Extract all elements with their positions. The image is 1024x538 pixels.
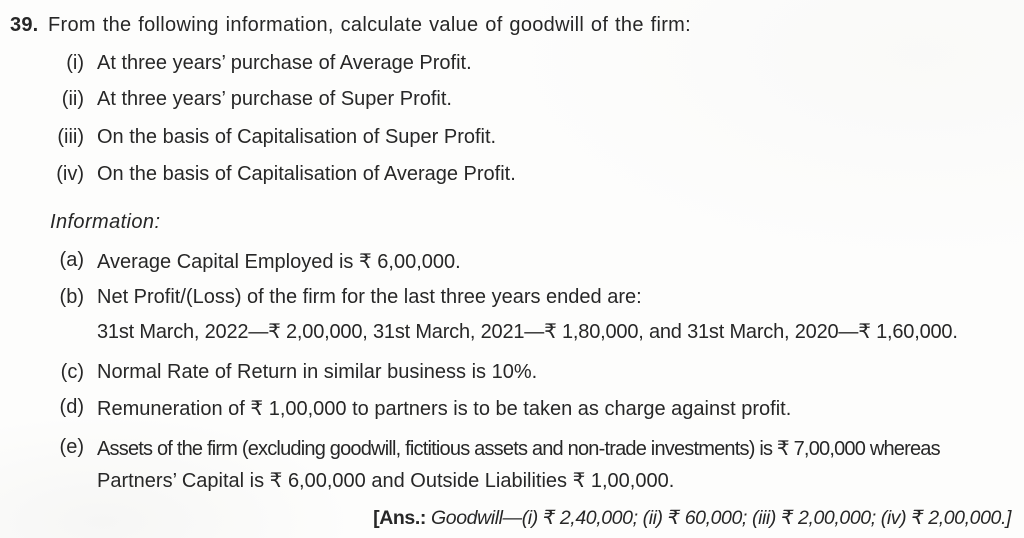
- info-item: [0, 396, 1024, 423]
- question-line: [0, 14, 1024, 41]
- question-number: 39.: [10, 14, 39, 36]
- info-item-marker: (e): [59, 436, 84, 458]
- info-item-marker: (a): [59, 249, 84, 271]
- method-label: On the basis of Capitalisation of Super Profit.: [97, 126, 497, 148]
- method-label: On the basis of Capitalisation of Average Profit.: [97, 163, 516, 185]
- answer-prefix: [Ans.:: [373, 507, 426, 529]
- answer-line: [0, 506, 1011, 530]
- method-item: [0, 52, 1024, 79]
- method-item: [0, 126, 1024, 153]
- info-item-text: Average Capital Employed is ₹ 6,00,000.: [97, 251, 461, 273]
- info-item-text: Partners’ Capital is ₹ 6,00,000 and Outside Liabilities ₹ 1,00,000.: [97, 470, 675, 492]
- info-item-marker: (d): [59, 396, 84, 418]
- info-item-continuation: [0, 319, 1024, 346]
- info-item-marker: (c): [60, 361, 84, 383]
- info-item: [0, 249, 1024, 276]
- information-heading: Information:: [50, 211, 161, 233]
- info-item-text: Normal Rate of Return in similar business is 10%.: [97, 361, 538, 383]
- method-item: [0, 163, 1024, 190]
- info-item-text: Assets of the firm (excluding goodwill, fictitious assets and non-trade investments) is ₹ 7,00,000 whereas: [97, 438, 940, 460]
- info-item: [0, 436, 1024, 463]
- info-item-continuation: [0, 468, 1024, 495]
- method-label: At three years’ purchase of Average Profit.: [97, 52, 472, 74]
- info-item-marker: (b): [59, 286, 84, 308]
- info-item-text: Remuneration of ₹ 1,00,000 to partners is to be taken as charge against profit.: [97, 398, 792, 420]
- info-item: [0, 361, 1024, 388]
- method-marker: (iv): [56, 163, 84, 185]
- question-text: From the following information, calculate value of goodwill of the firm:: [48, 14, 691, 36]
- method-marker: (ii): [61, 88, 84, 110]
- info-item-text: 31st March, 2022—₹ 2,00,000, 31st March, 2021—₹ 1,80,000, and 31st March, 2020—₹ 1,60,000.: [97, 321, 958, 343]
- method-marker: (iii): [57, 126, 84, 148]
- info-item-text: Net Profit/(Loss) of the firm for the last three years ended are:: [97, 286, 642, 308]
- method-marker: (i): [66, 52, 84, 74]
- info-item: [0, 286, 1024, 313]
- method-label: At three years’ purchase of Super Profit.: [97, 88, 452, 110]
- answer-text: Goodwill—(i) ₹ 2,40,000; (ii) ₹ 60,000; (iii) ₹ 2,00,000; (iv) ₹ 2,00,000.]: [431, 507, 1011, 529]
- method-item: [0, 88, 1024, 115]
